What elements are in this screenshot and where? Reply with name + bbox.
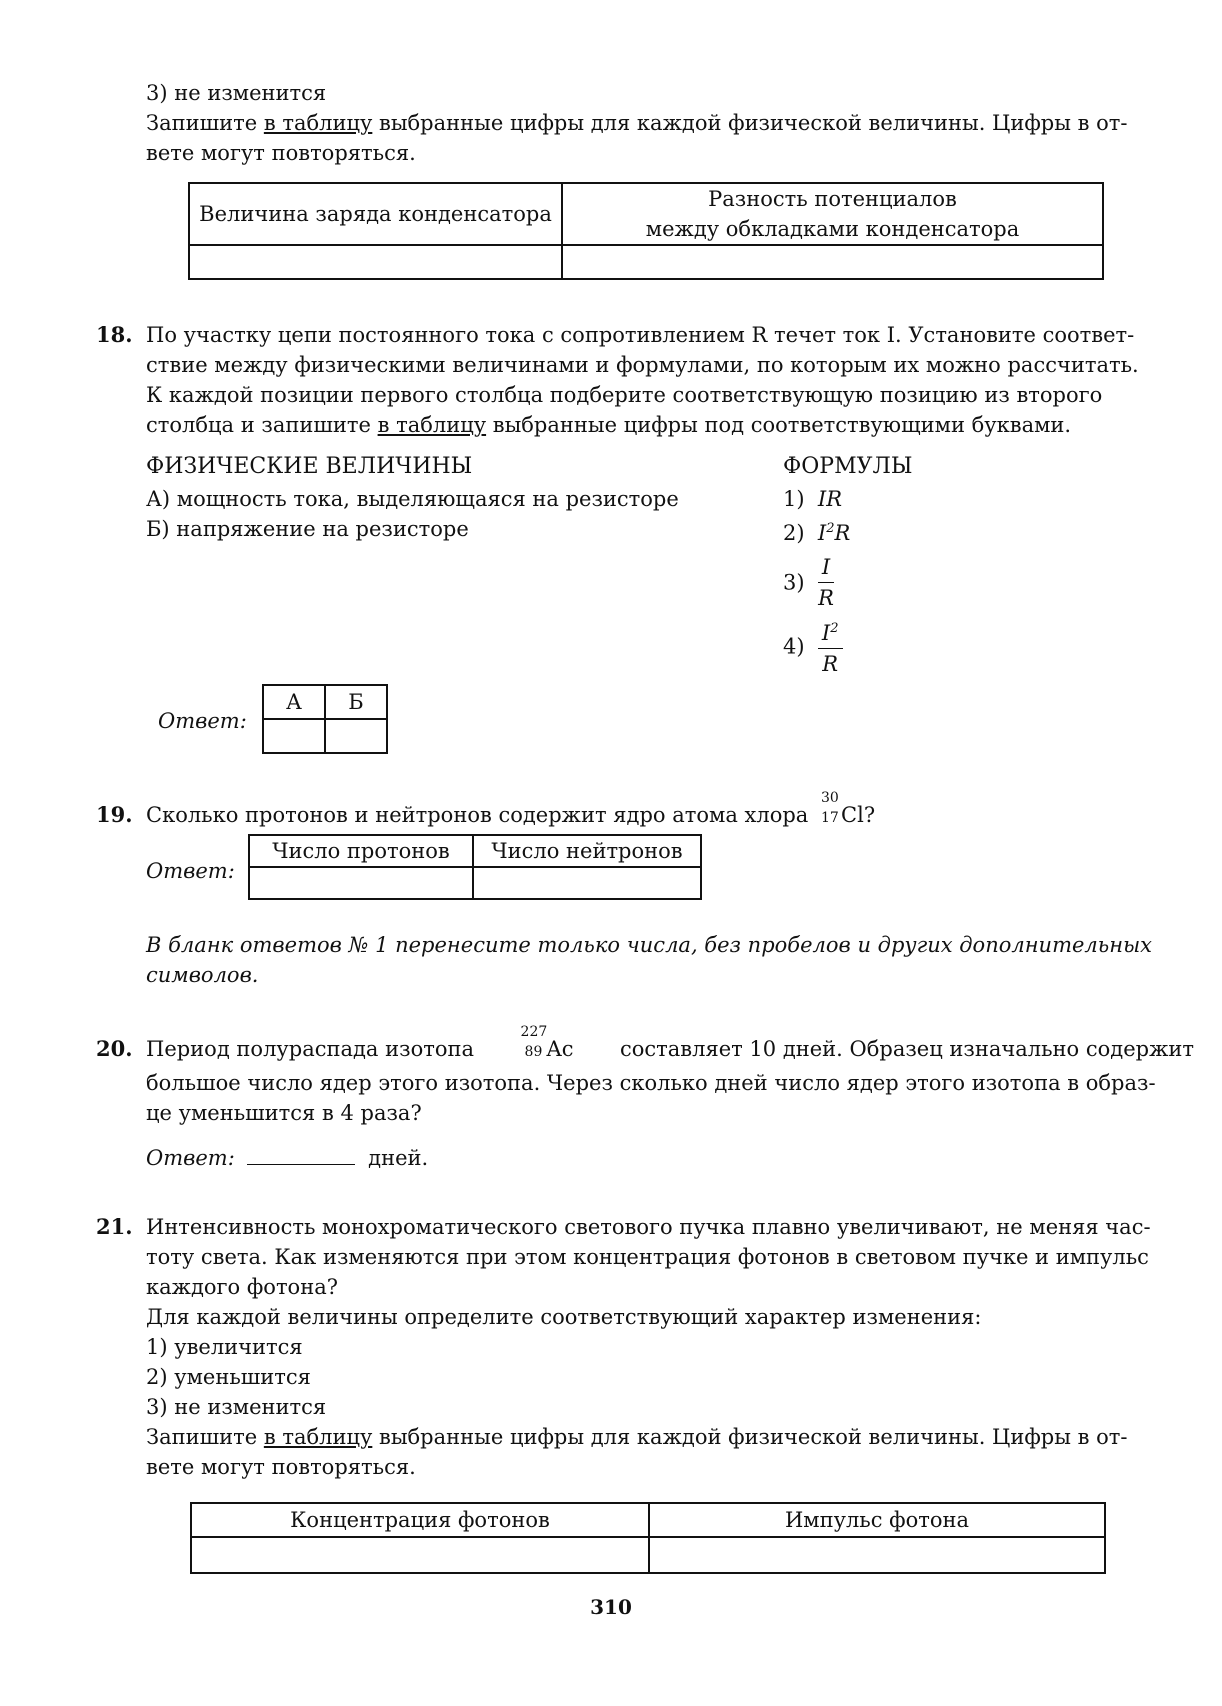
q19-isotope-indices: 30 17 bbox=[821, 789, 839, 826]
q17-answer-table bbox=[188, 182, 1104, 280]
q18-answer-label: Ответ: bbox=[158, 709, 247, 733]
q18-answer-cell-b[interactable] bbox=[325, 719, 387, 753]
q21-instruction-line2: вете могут повторяться. bbox=[146, 1455, 416, 1479]
q19-answer-label: Ответ: bbox=[146, 859, 235, 883]
q19-number: 19. bbox=[96, 802, 133, 827]
q21-option-2: 2) уменьшится bbox=[146, 1365, 311, 1389]
page-number: 310 bbox=[590, 1595, 632, 1619]
q17-answer-cell-1[interactable] bbox=[189, 245, 562, 279]
q18-text bbox=[146, 320, 1194, 440]
q18-number: 18. bbox=[96, 322, 133, 347]
q18-answer-header-a: А bbox=[263, 685, 325, 719]
q20-line3: це уменьшится в 4 раза? bbox=[146, 1101, 422, 1125]
q17-instruction-line2: вете могут повторяться. bbox=[146, 141, 416, 165]
q20-line1: Период полураспада изотопа 227 89 Ac составляет 10 дней. Образец изначально содержит bbox=[146, 1023, 1194, 1061]
q18-answer-header-b: Б bbox=[325, 685, 387, 719]
q18-formula-4: 4) $\frac{I^2}{R}$ bbox=[783, 614, 983, 680]
q20-isotope-indices: 227 89 bbox=[520, 1023, 548, 1060]
q18-answer-table bbox=[262, 684, 388, 754]
q18-item-a: А) мощность тока, выделяющаяся на резисторе bbox=[146, 487, 679, 511]
q17-instruction-line1: Запишите в таблицу выбранные цифры для каждой физической величины. Цифры в от- bbox=[146, 111, 1128, 135]
q19-isotope-symbol: Cl bbox=[841, 803, 864, 827]
q18-formulas-column bbox=[783, 452, 983, 680]
q21-option-3: 3) не изменится bbox=[146, 1395, 327, 1419]
q18-quantities-column bbox=[146, 452, 746, 544]
q19-header-neutrons: Число нейтронов bbox=[473, 835, 701, 867]
q21-instruction-line1: Запишите в таблицу выбранные цифры для каждой физической величины. Цифры в от- bbox=[146, 1425, 1128, 1449]
q21-option-1: 1) увеличится bbox=[146, 1335, 303, 1359]
q20-line2: большое число ядер этого изотопа. Через сколько дней число ядер этого изотопа в образ- bbox=[146, 1071, 1156, 1095]
q21-number: 21. bbox=[96, 1214, 133, 1239]
q17-header-charge: Величина заряда конденсатора bbox=[189, 183, 562, 245]
q20-answer-row bbox=[146, 1142, 428, 1173]
q17-header-potential: Разность потенциалов между обкладками конденсатора bbox=[562, 183, 1103, 245]
q20-isotope-symbol: Ac bbox=[546, 1037, 574, 1061]
q19-note: В бланк ответов № 1 перенесите только числа, без пробелов и других дополнительных символов. bbox=[146, 933, 1153, 987]
q21-table-link: в таблицу bbox=[263, 1425, 373, 1449]
q18-answer-cell-a[interactable] bbox=[263, 719, 325, 753]
q17-tail bbox=[146, 78, 1194, 168]
q21-header-momentum: Импульс фотона bbox=[649, 1503, 1105, 1537]
q18-line3: К каждой позиции первого столбца подберите соответствующую позицию из второго bbox=[146, 383, 1103, 407]
q18-table-link: в таблицу bbox=[377, 413, 487, 437]
q19-question: Сколько протонов и нейтронов содержит ядро атома хлора 30 17 Cl? bbox=[146, 789, 876, 827]
q21-text: Интенсивность монохроматического светового пучка плавно увеличивают, не меняя час- тоту света. Как изменяются при этом концентрация фотонов в световом пучке и импульс каждого фотона? Для каждой величины определите соответствующий характер изменения: 1) увеличится 2) уменьшится 3) не изменится Запишите в таблицу выбранные цифры для каждой физической величины. Цифры в от- вете могут повторяться. bbox=[146, 1212, 1194, 1482]
q20-answer-label: Ответ: bbox=[146, 1146, 235, 1170]
q18-line4: столбца и запишите в таблицу выбранные цифры под соответствующими буквами. bbox=[146, 413, 1072, 437]
q19-answer-cell-neutrons[interactable] bbox=[473, 867, 701, 899]
q21-header-concentration: Концентрация фотонов bbox=[191, 1503, 649, 1537]
q18-formula-1: 1) IR bbox=[783, 487, 843, 511]
q17-answer-cell-2[interactable] bbox=[562, 245, 1103, 279]
q20-text bbox=[146, 1023, 1194, 1128]
q21-answer-cell-1[interactable] bbox=[191, 1537, 649, 1573]
q20-answer-unit: дней. bbox=[368, 1146, 429, 1170]
q18-formula-2: 2) $I^2R$ bbox=[783, 521, 851, 545]
q20-answer-field[interactable] bbox=[247, 1142, 355, 1165]
q19-header-protons: Число протонов bbox=[249, 835, 473, 867]
q18-formula-3: 3) $\frac{I}{R}$ bbox=[783, 552, 983, 614]
q19-answer-table bbox=[248, 834, 702, 900]
q21-answer-cell-2[interactable] bbox=[649, 1537, 1105, 1573]
q20-number: 20. bbox=[96, 1036, 133, 1061]
q17-table-link: в таблицу bbox=[263, 111, 373, 135]
q18-line2: ствие между физическими величинами и формулами, по которым их можно рассчитать. bbox=[146, 353, 1139, 377]
q19-answer-cell-protons[interactable] bbox=[249, 867, 473, 899]
q18-line1: По участку цепи постоянного тока с сопротивлением R течет ток I. Установите соответ- bbox=[146, 323, 1135, 347]
q21-answer-table bbox=[190, 1502, 1106, 1574]
q18-item-b: Б) напряжение на резисторе bbox=[146, 517, 469, 541]
q17-option3: 3) не изменится bbox=[146, 81, 327, 105]
q18-col2-header: ФОРМУЛЫ bbox=[783, 454, 913, 479]
q18-col1-header: ФИЗИЧЕСКИЕ ВЕЛИЧИНЫ bbox=[146, 454, 473, 479]
